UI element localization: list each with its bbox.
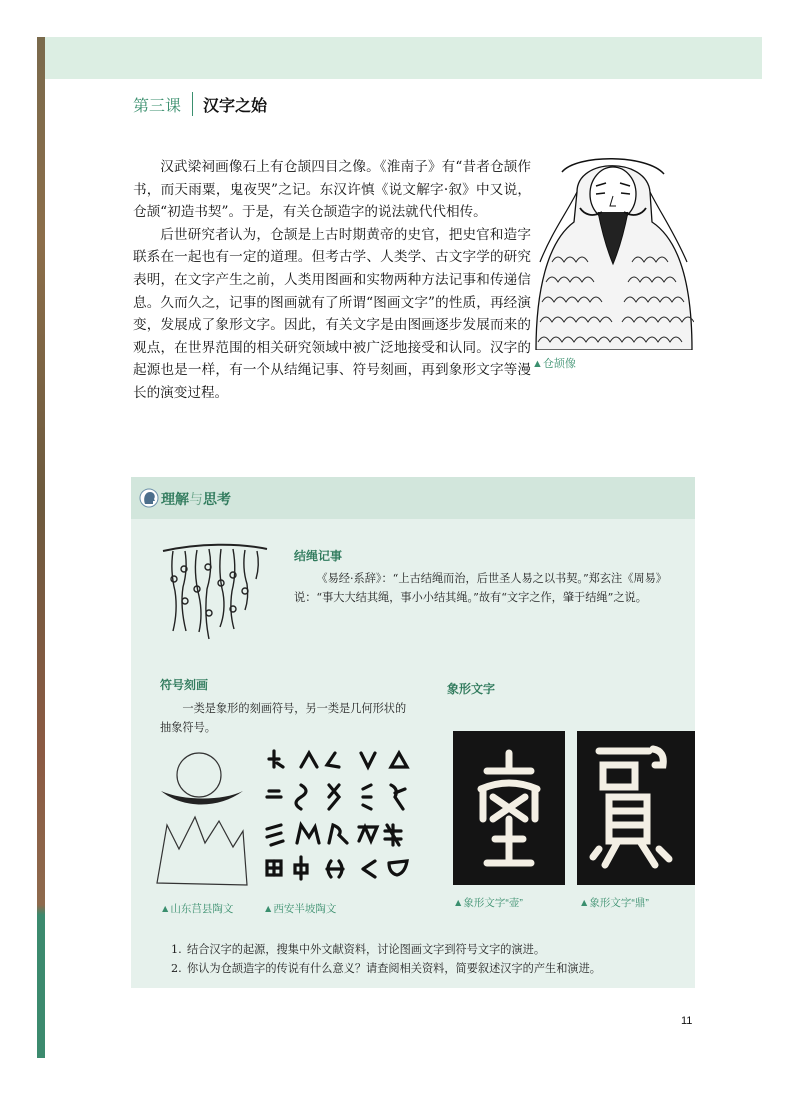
think-title-conj: 与	[189, 491, 203, 507]
ding-rubbing-image	[577, 731, 695, 885]
hu-glyph	[453, 731, 565, 885]
portrait-caption: ▲仓颉像	[532, 358, 576, 370]
lesson-header	[133, 92, 267, 116]
knot-text	[294, 569, 674, 607]
ding-caption: ▲象形文字“鼎”	[579, 897, 649, 909]
cangjie-portrait	[532, 152, 694, 350]
lesson-body	[133, 156, 531, 405]
question-text: 你认为仓颉造字的传说有什么意义？请查阅相关资料，简要叙述汉字的产生和演进。	[187, 962, 601, 975]
header-divider	[192, 92, 193, 116]
book-spine	[37, 37, 45, 1058]
banpo-pottery-symbols	[263, 745, 423, 887]
pictograph-title: 象形文字	[447, 682, 496, 696]
knot-title: 结绳记事	[294, 549, 343, 563]
think-title-end: 思考	[203, 491, 231, 507]
think-box	[131, 477, 695, 988]
knotted-rope-illustration	[159, 539, 271, 649]
ding-glyph	[577, 731, 695, 885]
question-list	[171, 940, 601, 978]
page-number: 11	[681, 1015, 693, 1027]
body-paragraph: 汉武梁祠画像石上有仓颉四目之像。《淮南子》有“昔者仓颉作书，而天雨粟，鬼夜哭”之记。东汉许慎《说文解字·叙》中又说，仓颉“初造书契”。于是，有关仓颉造字的说法就代代相传。	[133, 159, 531, 221]
think-title-main: 理解	[161, 491, 189, 507]
symbol-title: 符号刻画	[160, 678, 209, 692]
question-text: 结合汉字的起源，搜集中外文献资料，讨论图画文字到符号文字的演进。	[187, 943, 546, 956]
think-header	[131, 477, 695, 519]
juxian-caption: ▲山东莒县陶文	[160, 903, 234, 915]
lesson-label: 第三课	[133, 97, 182, 115]
question-item	[171, 940, 601, 959]
juxian-pottery-glyph	[153, 747, 251, 897]
knot-paragraph: 《易经·系辞》：“上古结绳而治，后世圣人易之以书契。”郑玄注《周易》说：“事大大结其绳，事小小结其绳。”故有“文字之作，肇于结绳”之说。	[294, 572, 667, 604]
hu-caption: ▲象形文字“壶”	[453, 897, 523, 909]
header-band	[45, 37, 762, 79]
symbol-text	[160, 699, 416, 737]
body-paragraph: 后世研究者认为，仓颉是上古时期黄帝的史官，把史官和造字联系在一起也有一定的道理。但考古学、人类学、古文字学的研究表明，在文字产生之前，人类用图画和实物两种方法记事和传递信息。久而久之，记事的图画就有了所谓“图画文字”的性质，再经演变，发展成了象形文字。因此，有关文字是由图画逐步发展而来的观点，在世界范围的相关研究领域中被广泛地接受和认同。汉字的起源也是一样，有一个从结绳记事、符号刻画，再到象形文字等漫长的演变过程。	[133, 226, 531, 401]
lesson-title: 汉字之始	[203, 97, 268, 115]
banpo-caption: ▲西安半坡陶文	[263, 903, 337, 915]
question-item	[171, 959, 601, 978]
question-number: 2.	[171, 962, 182, 975]
hu-rubbing-image	[453, 731, 565, 885]
question-number: 1.	[171, 943, 182, 956]
head-silhouette-icon	[139, 488, 159, 508]
symbol-paragraph: 一类是象形的刻画符号，另一类是几何形状的抽象符号。	[160, 702, 407, 734]
think-title	[161, 489, 231, 509]
